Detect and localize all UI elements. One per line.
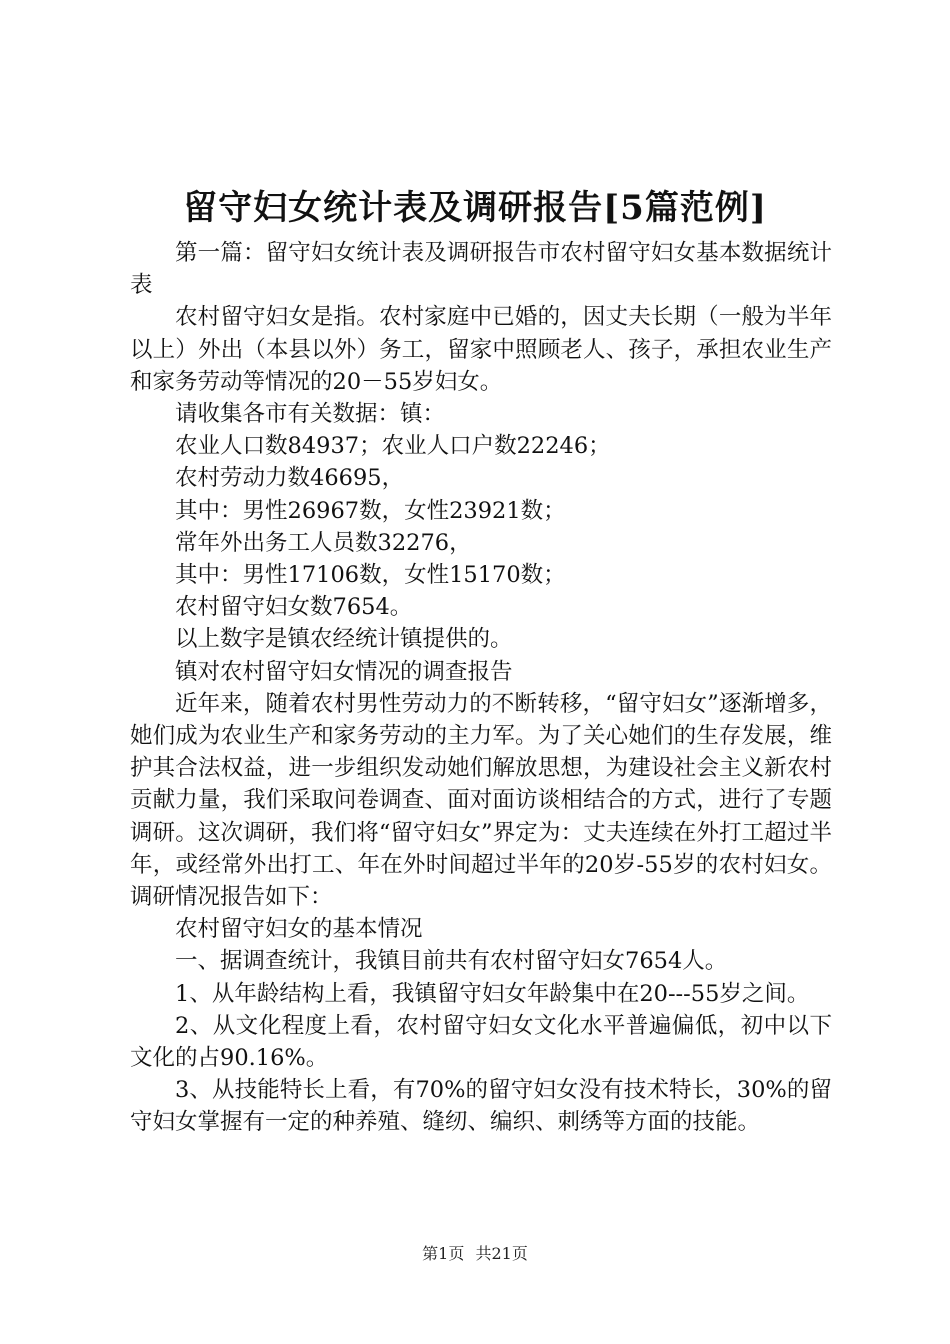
- paragraph: 农村留守妇女的基本情况: [175, 916, 423, 943]
- paragraph: 常年外出务工人员数32276，: [175, 529, 472, 556]
- paragraph: 农村劳动力数46695，: [175, 465, 405, 492]
- page-number: 第1页: [422, 1244, 465, 1263]
- paragraph: 一、据调查统计，我镇目前共有农村留守妇女7654人。: [175, 948, 728, 975]
- paragraph: 农村留守妇女是指。农村家庭中已婚的，因丈夫长期（一般为半年以上）外出（本县以外）务工，留家中照顾老人、孩子，承担农业生产和家务劳动等情况的20－55岁妇女。: [130, 304, 832, 395]
- paragraph: 近年来，随着农村男性劳动力的不断转移，“留守妇女”逐渐增多，她们成为农业生产和家务劳动的主力军。为了关心她们的生存发展，维护其合法权益，进一步组织发动她们解放思想，为建设社会主义新农村贡献力量，我们采取问卷调查、面对面访谈相结合的方式，进行了专题调研。这次调研，我们将“留守妇女”界定为：丈夫连续在外打工超过半年，或经常外出打工、年在外时间超过半年的20岁-55岁的农村妇女。调研情况报告如下：: [130, 690, 832, 911]
- paragraph: 镇对农村留守妇女情况的调查报告: [175, 658, 513, 685]
- paragraph: 2、从文化程度上看，农村留守妇女文化水平普遍偏低，初中以下文化的占90.16%。: [130, 1012, 832, 1072]
- paragraph: 其中：男性26967数，女性23921数；: [175, 497, 566, 524]
- paragraph: 第一篇：留守妇女统计表及调研报告市农村留守妇女基本数据统计表: [130, 240, 832, 299]
- paragraph: 农村留守妇女数7654。: [175, 594, 413, 621]
- paragraph: 1、从年龄结构上看，我镇留守妇女年龄集中在20---55岁之间。: [175, 980, 810, 1007]
- paragraph: 3、从技能特长上看，有70%的留守妇女没有技术特长，30%的留守妇女掌握有一定的种养殖、缝纫、编织、刺绣等方面的技能。: [130, 1077, 832, 1136]
- paragraph: 其中：男性17106数，女性15170数；: [175, 562, 566, 589]
- paragraph: 请收集各市有关数据：镇：: [175, 401, 446, 428]
- page-total: 共21页: [475, 1244, 528, 1263]
- document-title: 留守妇女统计表及调研报告[5篇范例]: [183, 188, 767, 228]
- paragraph: 以上数字是镇农经统计镇提供的。: [175, 626, 513, 653]
- document-body: [130, 237, 832, 1139]
- page-footer: [0, 1243, 950, 1265]
- paragraph: 农业人口数84937；农业人口户数22246；: [175, 433, 611, 460]
